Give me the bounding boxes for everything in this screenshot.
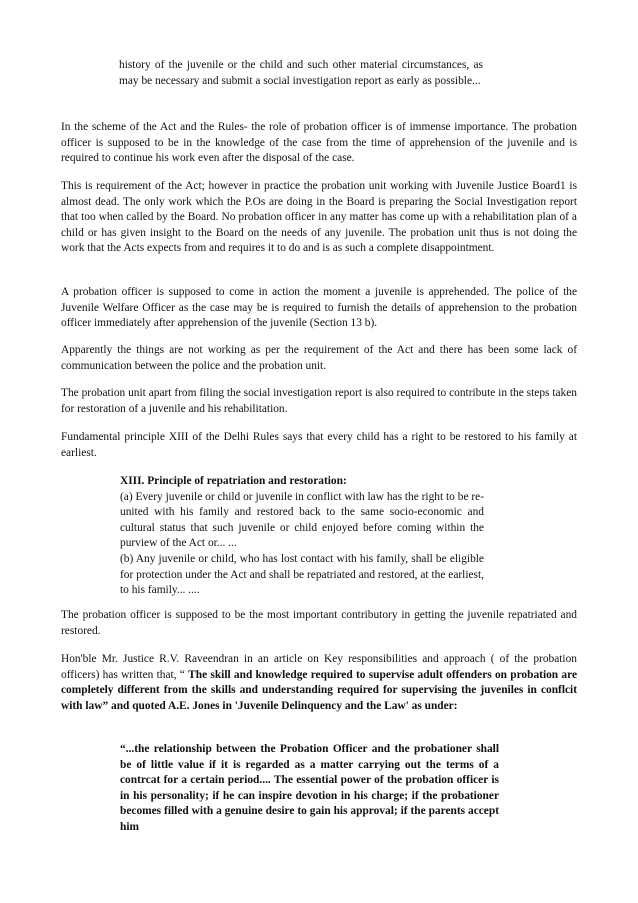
paragraph-text: The probation officer is supposed to be the most important contributory in getting the juvenile repatriated and restored.: [61, 609, 577, 637]
paragraph-fundamental-principle: [61, 430, 577, 461]
paragraph-text: Apparently the things are not working as per the requirement of the Act and there has been some lack of communication between the police and the probation unit.: [61, 344, 577, 372]
paragraph-text: [61, 652, 577, 714]
jones-quote: [120, 742, 499, 836]
paragraph-role-of-probation-officer: [61, 120, 577, 167]
paragraph-lack-of-communication: [61, 343, 577, 374]
paragraph-text: In the scheme of the Act and the Rules- the role of probation officer is of immense importance. The probation officer is supposed to be in the knowledge of the case from the time of apprehension of the juvenile and is required to continue his work even after the disposal of the case.: [61, 121, 577, 165]
paragraph-text: This is requirement of the Act; however in practice the probation unit working with Juvenile Justice Board1 is almost dead. The only work which the P.Os are doing in the Board is preparing the Social Investigation report that too when called by the Board. No probation officer in any matter has come up with a rehabilitation plan of a child or has given insight to the Board on the needs of any juvenile. The probation unit thus is not doing the work that the Acts expects from and requires it to do and is as such a complete disappointment.: [61, 180, 577, 255]
paragraph-intro: Hon'ble Mr. Justice R.V. Raveendran in an article on Key responsibilities and approach ( of the probation officers) has written that, “: [61, 653, 577, 681]
principle-heading: XIII. Principle of repatriation and restoration:: [120, 475, 347, 487]
principle-clause-b: (b) Any juvenile or child, who has lost contact with his family, shall be eligible for protection under the Act and shall be repatriated and restored, at the earliest, to his family... ....: [120, 552, 484, 597]
principle-clause-a: (a) Every juvenile or child or juvenile in conflict with law has the right to be re-united with his family and restored back to the same socio-economic and cultural status that such juvenile or child enjoyed before coming within the purview of the Act or... ...: [120, 490, 484, 550]
quote-continuation-text: history of the juvenile or the child and such other material circumstances, as may be necessary and submit a social investigation report as early as possible...: [119, 59, 483, 87]
paragraph-bold-quote: The skill and knowledge required to supervise adult offenders on probation are completely different from the skills and understanding required for supervising the juveniles in conflcit with law” and quoted A.E. Jones in 'Juvenile Delinquency and the Law' as under:: [61, 668, 577, 712]
principle-quote: [120, 474, 484, 599]
paragraph-text: Fundamental principle XIII of the Delhi Rules says that every child has a right to be restored to his family at earliest.: [61, 431, 577, 459]
paragraph-justice-raveendran: [61, 652, 577, 714]
paragraph-most-important-contributory: [61, 608, 577, 639]
jones-quote-text: “...the relationship between the Probation Officer and the probationer shall be of little value if it is regarded as a matter carrying out the terms of a contrcat for a certain period.... The essential power of the probation officer is in his personality; if he can inspire devotion in his charge; if the probationer becomes filled with a genuine desire to gain his approval; if the parents accept him: [120, 743, 499, 833]
paragraph-text: The probation unit apart from filing the social investigation report is also required to contribute in the steps taken for restoration of a juvenile and his rehabilitation.: [61, 387, 577, 415]
quote-continuation: [119, 58, 483, 89]
paragraph-requirement-of-act: [61, 179, 577, 257]
paragraph-moment-of-apprehension: [61, 285, 577, 332]
paragraph-restoration-role: [61, 386, 577, 417]
paragraph-text: A probation officer is supposed to come in action the moment a juvenile is apprehended. The police of the Juvenile Welfare Officer as the case may be is required to furnish the details of apprehension to the probation officer immediately after apprehension of the juvenile (Section 13 b).: [61, 286, 577, 330]
